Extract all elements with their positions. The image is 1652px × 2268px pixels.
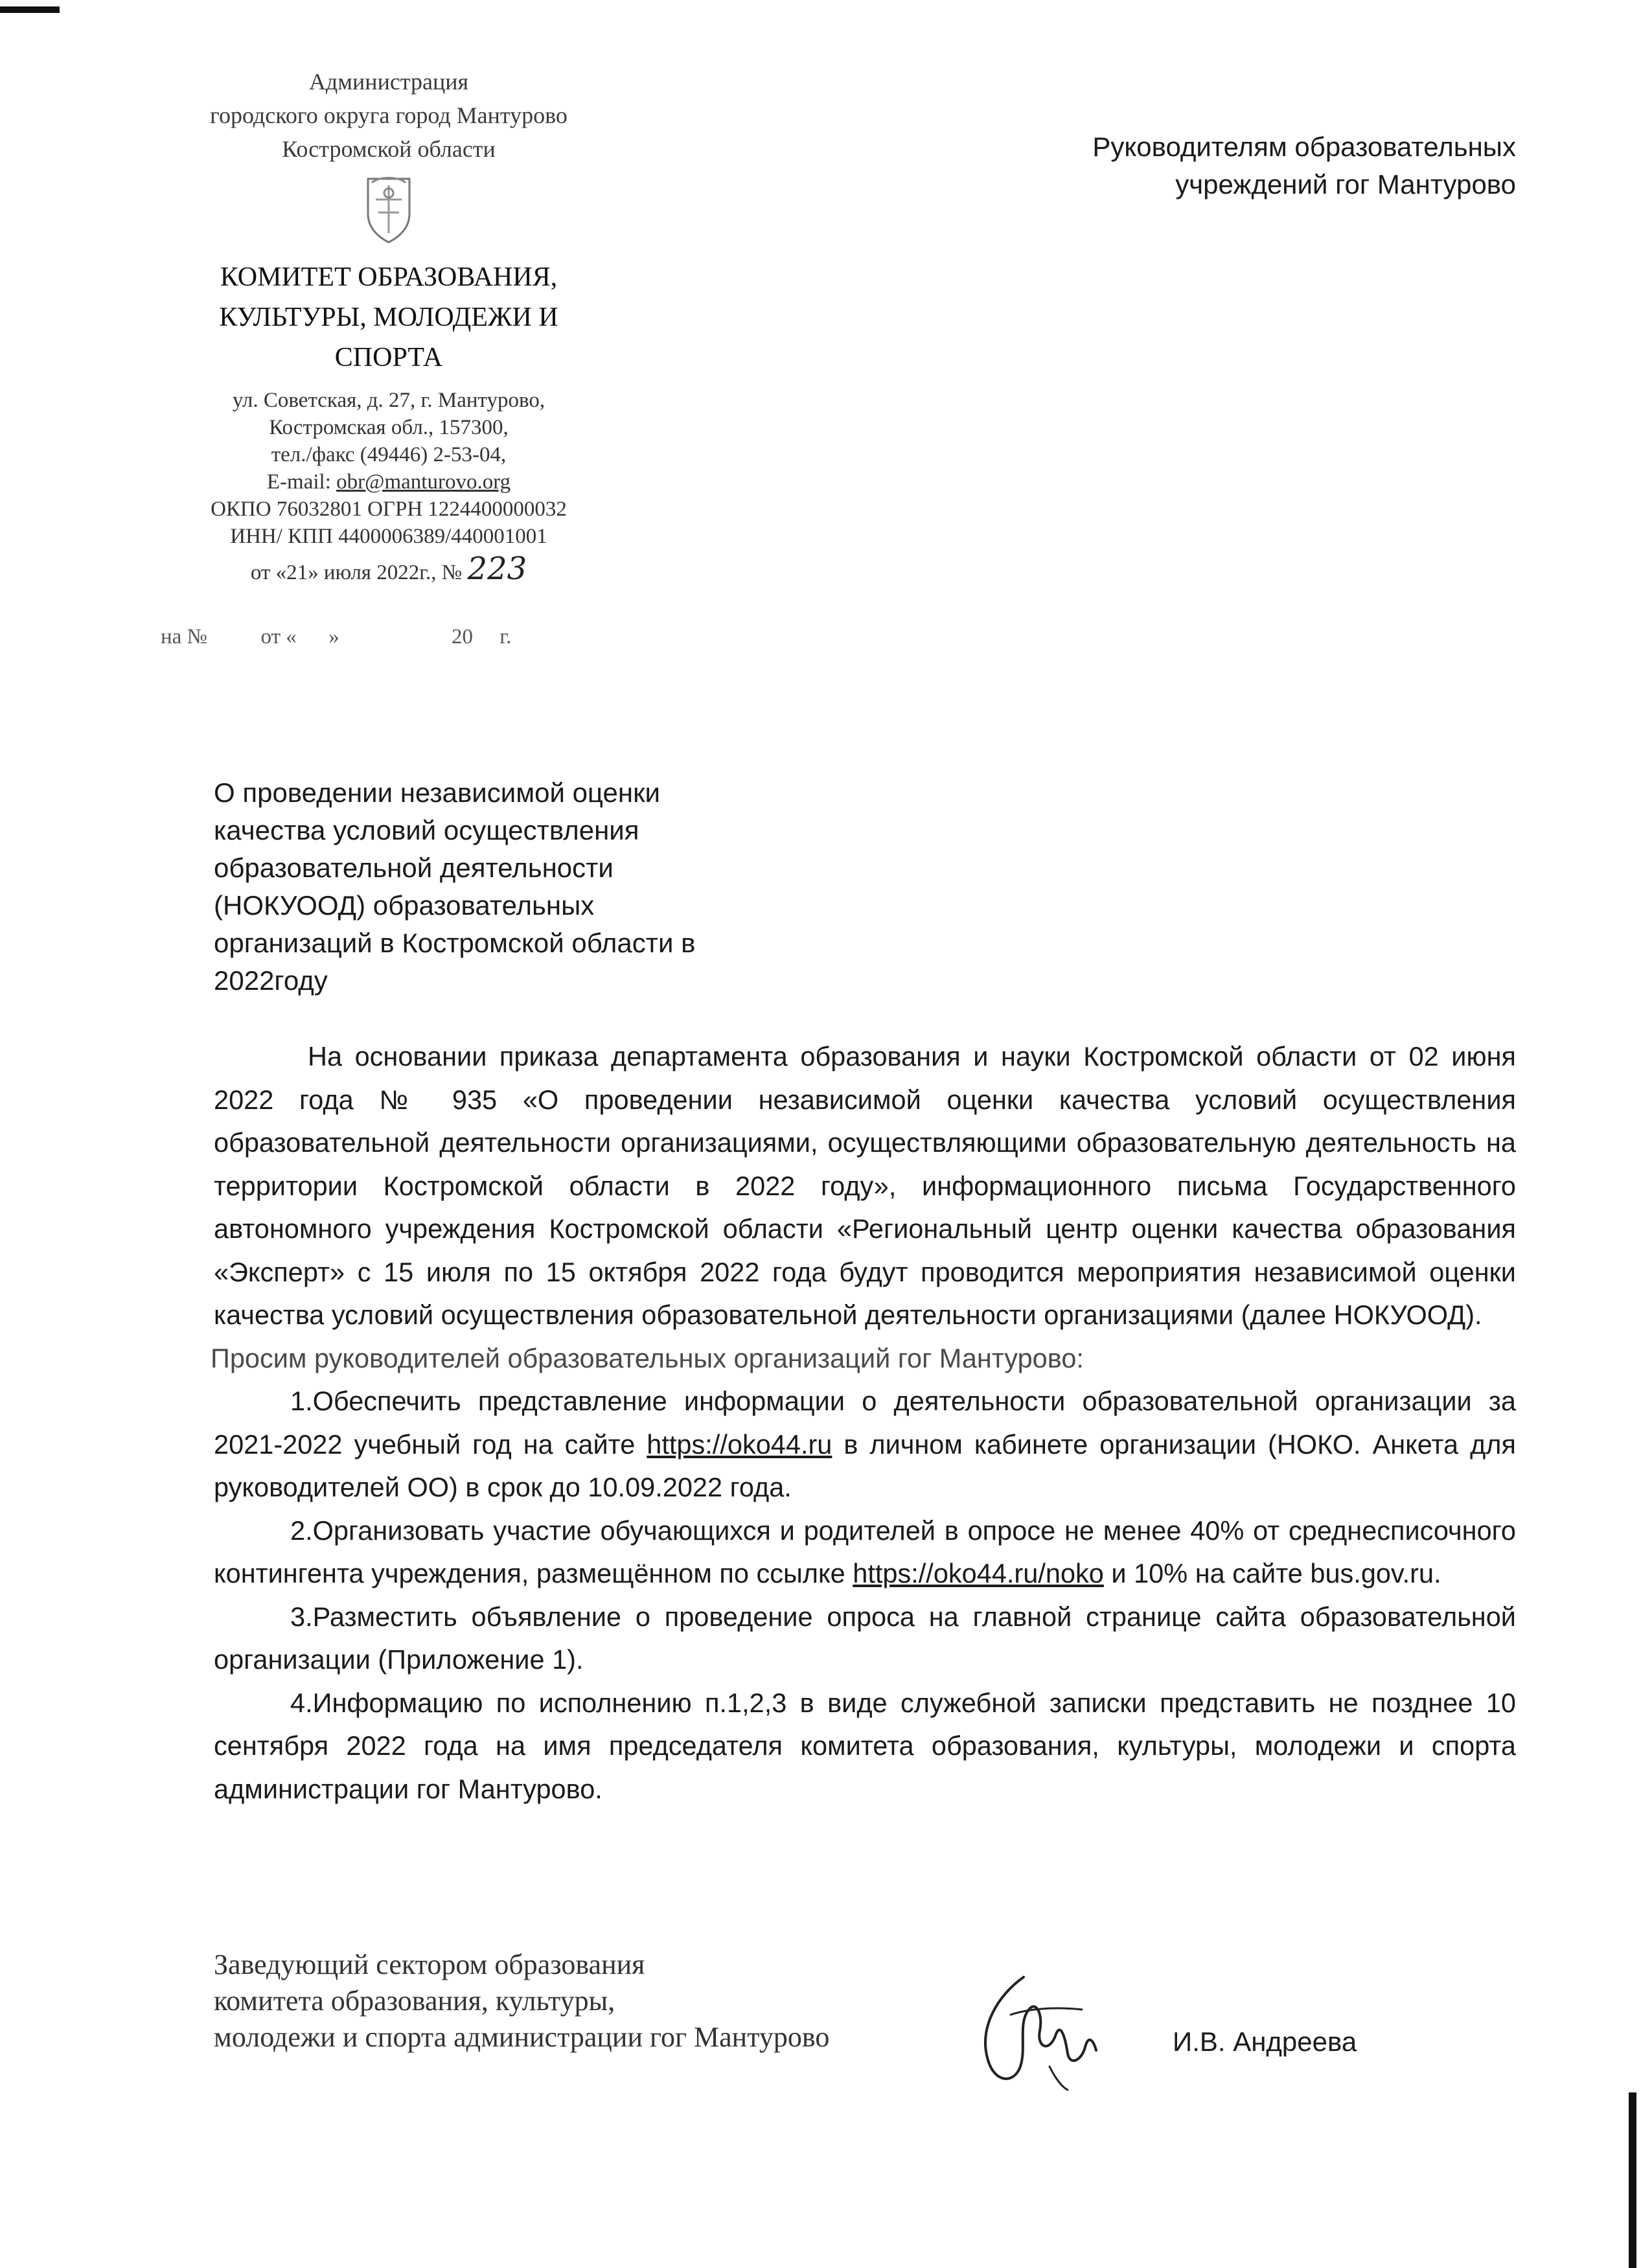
okpo-line: ОКПО 76032801 ОГРН 1224400000032 — [211, 498, 567, 521]
body-intro-paragraph: На основании приказа департамента образования и науки Костромской области от 02 июня 2022 года № 935 «О проведении независимой оценки качества условий осуществления образовательной деятельности организациями, осуществляющими образовательную деятельность на территории Костромской области в 2022 году», информационного письма Государственного автономного учреждения Костромской области «Региональный центр оценки качества образования «Эксперт» с 15 июля по 15 октября 2022 года будут проводится мероприятия независимой оценки качества условий осуществления образовательной деятельности организациями (далее НОКУООД). — [214, 1041, 1516, 1330]
body-item-1 — [214, 1380, 1516, 1509]
subject-line: организаций в Костромской области в — [214, 928, 696, 958]
committee-name-line: СПОРТА — [334, 343, 443, 372]
address-line: Костромская обл., 157300, — [269, 416, 509, 439]
recipient-line: учреждений гог Мантурово — [1175, 169, 1516, 200]
inn-line: ИНН/ КПП 4400006389/440001001 — [230, 525, 547, 548]
subject-line: образовательной деятельности — [214, 853, 614, 883]
oko44-link[interactable]: https://oko44.ru — [647, 1428, 832, 1460]
email-link[interactable]: obr@manturovo.org — [336, 470, 511, 494]
org-name-line: Администрация — [308, 69, 469, 95]
subject-line: О проведении независимой оценки — [214, 777, 660, 808]
subject-line: 2022году — [214, 965, 328, 996]
recipient-line: Руководителям образовательных — [1092, 132, 1516, 162]
committee-name-line: КОМИТЕТ ОБРАЗОВАНИЯ, — [220, 262, 558, 292]
position-line: молодежи и спорта администрации гог Мантурово — [214, 2021, 830, 2053]
letter-body — [211, 1035, 1516, 1811]
handwritten-signature — [952, 1969, 1108, 2092]
item-2-text-end: и 10% на сайте bus.gov.ru. — [1103, 1558, 1441, 1588]
email-line — [130, 468, 648, 496]
coat-of-arms-icon — [363, 174, 415, 245]
signatory-position — [214, 1947, 959, 2056]
reply-reference-line: на № от « » 20 г. — [161, 625, 512, 648]
phone-line: тел./факс (49446) 2-53-04, — [271, 443, 507, 466]
body-request-paragraph: Просим руководителей образовательных организаций гог Мантурово: — [211, 1342, 1084, 1373]
letterhead — [130, 65, 648, 586]
org-name-line: городского округа город Мантурово — [210, 102, 568, 128]
org-name-line: Костромской области — [282, 136, 496, 162]
subject-line: качества условий осуществления — [214, 815, 639, 845]
recipient-block — [907, 128, 1516, 203]
body-item-2 — [214, 1509, 1516, 1596]
scan-edge-mark-right — [1629, 2092, 1636, 2268]
scan-edge-mark — [0, 6, 60, 13]
body-item-3: 3.Разместить объявление о проведение опроса на главной странице сайта образовательной организации (Приложение 1). — [214, 1601, 1516, 1675]
position-line: комитета образования, культуры, — [214, 1985, 615, 2017]
address-line: ул. Советская, д. 27, г. Мантурово, — [232, 389, 545, 412]
body-item-4: 4.Информацию по исполнению п.1,2,3 в виде служебной записки представить не позднее 10 сентября 2022 года на имя председателя комитета образования, культуры, молодежи и спорта администрации гог Мантурово. — [214, 1687, 1516, 1804]
email-label: E-mail: — [266, 470, 337, 494]
outgoing-number: 223 — [467, 551, 527, 587]
position-line: Заведующий сектором образования — [214, 1949, 645, 1980]
subject-line: (НОКУООД) образовательных — [214, 890, 595, 921]
item-1-text: 1.Обеспечить представление информации о деятельности образовательной организации за 2021-2022 учебный год на сайте — [214, 1386, 1516, 1460]
outgoing-reference — [130, 551, 648, 587]
item-2-text: 2.Организовать участие обучающихся и родителей в опросе не менее 40% от среднесписочного контингента учреждения, размещённом по ссылке — [214, 1515, 1516, 1588]
item-1-text-end: в личном кабинете организации (НОКО. Анкета для руководителей ОО) в срок до 10.09.2022 года. — [214, 1428, 1516, 1502]
letter-subject — [214, 774, 797, 1000]
outgoing-date: от «21» июля 2022г., № — [250, 561, 463, 584]
signatory-name: И.В. Андреева — [1173, 2026, 1357, 2057]
address-block — [130, 387, 648, 550]
oko44-noko-link[interactable]: https://oko44.ru/noko — [853, 1558, 1104, 1588]
committee-name-line: КУЛЬТУРЫ, МОЛОДЕЖИ И — [219, 303, 558, 332]
